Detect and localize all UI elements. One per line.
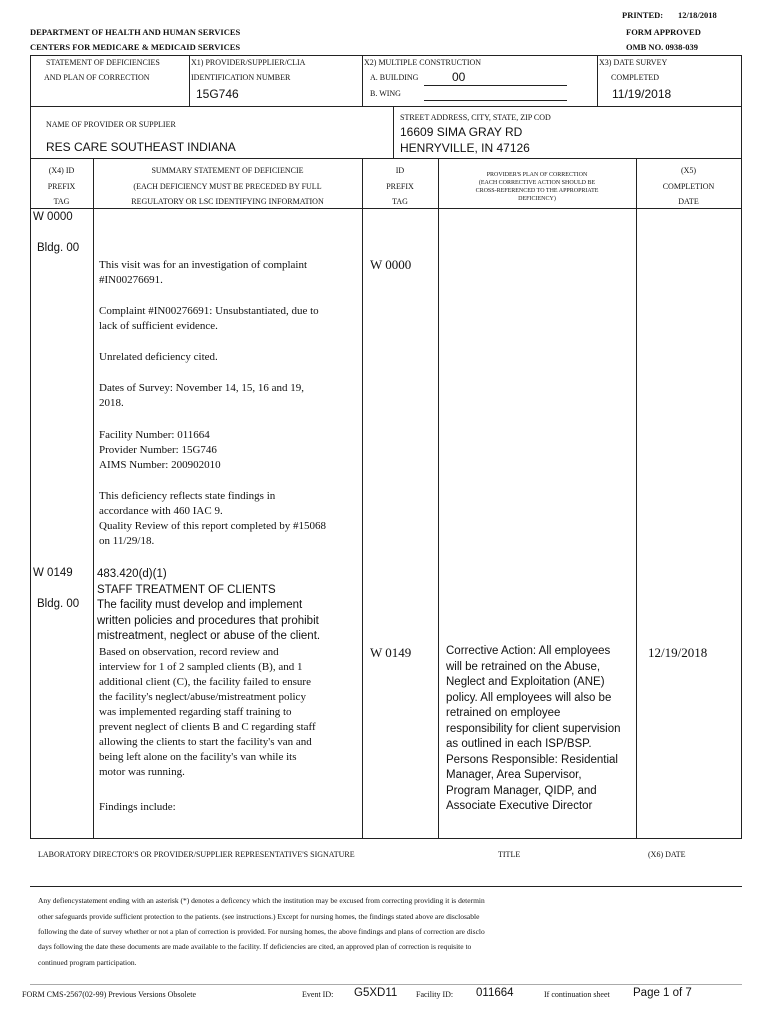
provider-name-value: RES CARE SOUTHEAST INDIANA xyxy=(46,140,236,154)
entry1-tag: W 0000 xyxy=(33,211,73,223)
dept-name: DEPARTMENT OF HEALTH AND HUMAN SERVICES xyxy=(30,27,241,37)
signature-label: LABORATORY DIRECTOR'S OR PROVIDER/SUPPLIER REPRESENTATIVE'S SIGNATURE xyxy=(38,850,355,859)
x1-label-1: X1) PROVIDER/SUPPLIER/CLIA xyxy=(191,58,306,67)
x4-header-1: (X4) ID xyxy=(48,166,75,175)
entry1-para-2: Complaint #IN00276691: Unsubstantiated, due to lack of sufficient evidence. xyxy=(99,305,319,332)
facility-id-value: 011664 xyxy=(476,987,514,999)
x3-label-2: COMPLETED xyxy=(611,73,659,82)
x5-header-1: (X5) xyxy=(680,166,697,175)
address-line-1: 16609 SIMA GRAY RD xyxy=(400,125,523,139)
x4-header-2: PREFIX xyxy=(47,182,76,191)
disclaimer-line-4: days following the date these documents are made available to the facility. If deficiencies are cited, an approved plan of correction is requisite to xyxy=(38,942,472,951)
summary-header-3: REGULATORY OR LSC IDENTIFYING INFORMATION xyxy=(131,197,324,206)
entry2-findings-include: Findings include: xyxy=(99,801,176,813)
address-label: STREET ADDRESS, CITY, STATE, ZIP COD xyxy=(400,113,551,122)
id-header-3: TAG xyxy=(392,197,408,206)
entry1-para-4: Dates of Survey: November 14, 15, 16 and 19, 2018. xyxy=(99,382,304,409)
plan-header-1: PROVIDER'S PLAN OF CORRECTION xyxy=(486,172,588,178)
id-header-1: ID xyxy=(395,166,405,175)
entry1-para-1: This visit was for an investigation of complaint #IN00276691. xyxy=(99,259,308,286)
summary-header-2: (EACH DEFICIENCY MUST BE PRECEDED BY FULL xyxy=(133,182,322,191)
entry2-completion-date: 12/19/2018 xyxy=(648,645,708,660)
title-label: TITLE xyxy=(498,850,521,859)
x4-header-3: TAG xyxy=(53,197,70,206)
wing-label: B. WING xyxy=(370,89,401,98)
entry1-para-3: Unrelated deficiency cited. xyxy=(99,351,218,363)
entry2-tag: W 0149 xyxy=(33,567,73,579)
x1-label-2: IDENTIFICATION NUMBER xyxy=(191,73,291,82)
provider-name-label: NAME OF PROVIDER OR SUPPLIER xyxy=(46,120,176,129)
entry1-para-6: This deficiency reflects state findings in accordance with 460 IAC 9. Quality Review of this report completed by #15068 on 11/29/18. xyxy=(99,490,326,547)
entry2-id-tag: W 0149 xyxy=(370,645,412,660)
summary-header-1: SUMMARY STATEMENT OF DEFICIENCIE xyxy=(151,166,304,175)
id-header-2: PREFIX xyxy=(386,182,414,191)
statement-label-2: AND PLAN OF CORRECTION xyxy=(44,73,150,82)
x2-label: X2) MULTIPLE CONSTRUCTION xyxy=(364,58,482,67)
disclaimer-line-3: following the date of survey whether or not a plan of correction is provided. For nursing homes, the above findings and plans of correction are disclo xyxy=(38,927,485,936)
entry1-id-tag: W 0000 xyxy=(370,257,412,272)
disclaimer-line-2: other safeguards provide sufficient protection to the patients. (see instructions.) Except for nursing homes, the findings stated above are disclosable xyxy=(38,912,480,921)
building-label: A. BUILDING xyxy=(370,73,419,82)
entry1-bldg: Bldg. 00 xyxy=(37,242,80,254)
event-id-label: Event ID: xyxy=(302,990,334,999)
entry2-rule: 483.420(d)(1) STAFF TREATMENT OF CLIENTS The facility must develop and implement written policies and procedures that prohibit mistreatment, neglect or abuse of the client. xyxy=(97,568,321,642)
page-number: Page 1 of 7 xyxy=(633,987,692,999)
printed-label: PRINTED: xyxy=(622,10,664,20)
x5-header-3: DATE xyxy=(678,197,699,206)
disclaimer-line-5: continued program participation. xyxy=(38,958,137,967)
x3-label-1: X3) DATE SURVEY xyxy=(599,58,668,67)
x5-header-2: COMPLETION xyxy=(662,182,715,191)
plan-header-4: DEFICIENCY) xyxy=(518,196,556,202)
building-value: 00 xyxy=(452,70,466,84)
survey-date-value: 11/19/2018 xyxy=(612,87,672,101)
continuation-label: If continuation sheet xyxy=(544,990,610,999)
x6-date-label: (X6) DATE xyxy=(648,850,686,859)
entry2-plan: Corrective Action: All employees will be retrained on the Abuse, Neglect and Exploitation (ANE) policy. All employees will also be retrained on employee responsibility for client supervision as outlined in each ISP/BSP. Persons Responsible: Residential Manager, Area Supervisor, Program Manager, QIDP, and Associate Executive Director xyxy=(446,645,621,812)
entry1-para-5: Facility Number: 011664 Provider Number: 15G746 AIMS Number: 200902010 xyxy=(99,429,221,471)
entry2-bldg: Bldg. 00 xyxy=(37,598,80,610)
event-id-value: G5XD11 xyxy=(354,987,398,999)
provider-id-value: 15G746 xyxy=(196,87,239,101)
plan-header-2: (EACH CORRECTIVE ACTION SHOULD BE xyxy=(478,180,596,186)
plan-header-3: CROSS-REFERENCED TO THE APPROPRIATE xyxy=(475,188,599,194)
entry2-findings: Based on observation, record review and interview for 1 of 2 sampled clients (B), and 1 additional client (C), the facility failed to ensure the facility's neglect/abuse/mistreatment policy was implemented regarding staff training to prevent neglect of clients B and C regarding staff allowing the clients to start the facility's van and being left alone on the facility's van while its motor was running. xyxy=(99,646,316,778)
disclaimer-line-1: Any defiencystatement ending with an asterisk (*) denotes a deficency which the institution may be excused from correcting providing it is determin xyxy=(38,896,485,905)
statement-label-1: STATEMENT OF DEFICIENCIES xyxy=(46,58,160,67)
form-approved: FORM APPROVED xyxy=(626,27,701,37)
printed-date: 12/18/2018 xyxy=(678,10,717,20)
facility-id-label: Facility ID: xyxy=(416,990,454,999)
address-line-2: HENRYVILLE, IN 47126 xyxy=(400,141,530,155)
omb-number: OMB NO. 0938-039 xyxy=(626,42,699,52)
form-number: FORM CMS-2567(02-99) Previous Versions Obsolete xyxy=(22,990,197,999)
centers-name: CENTERS FOR MEDICARE & MEDICAID SERVICES xyxy=(30,42,241,52)
